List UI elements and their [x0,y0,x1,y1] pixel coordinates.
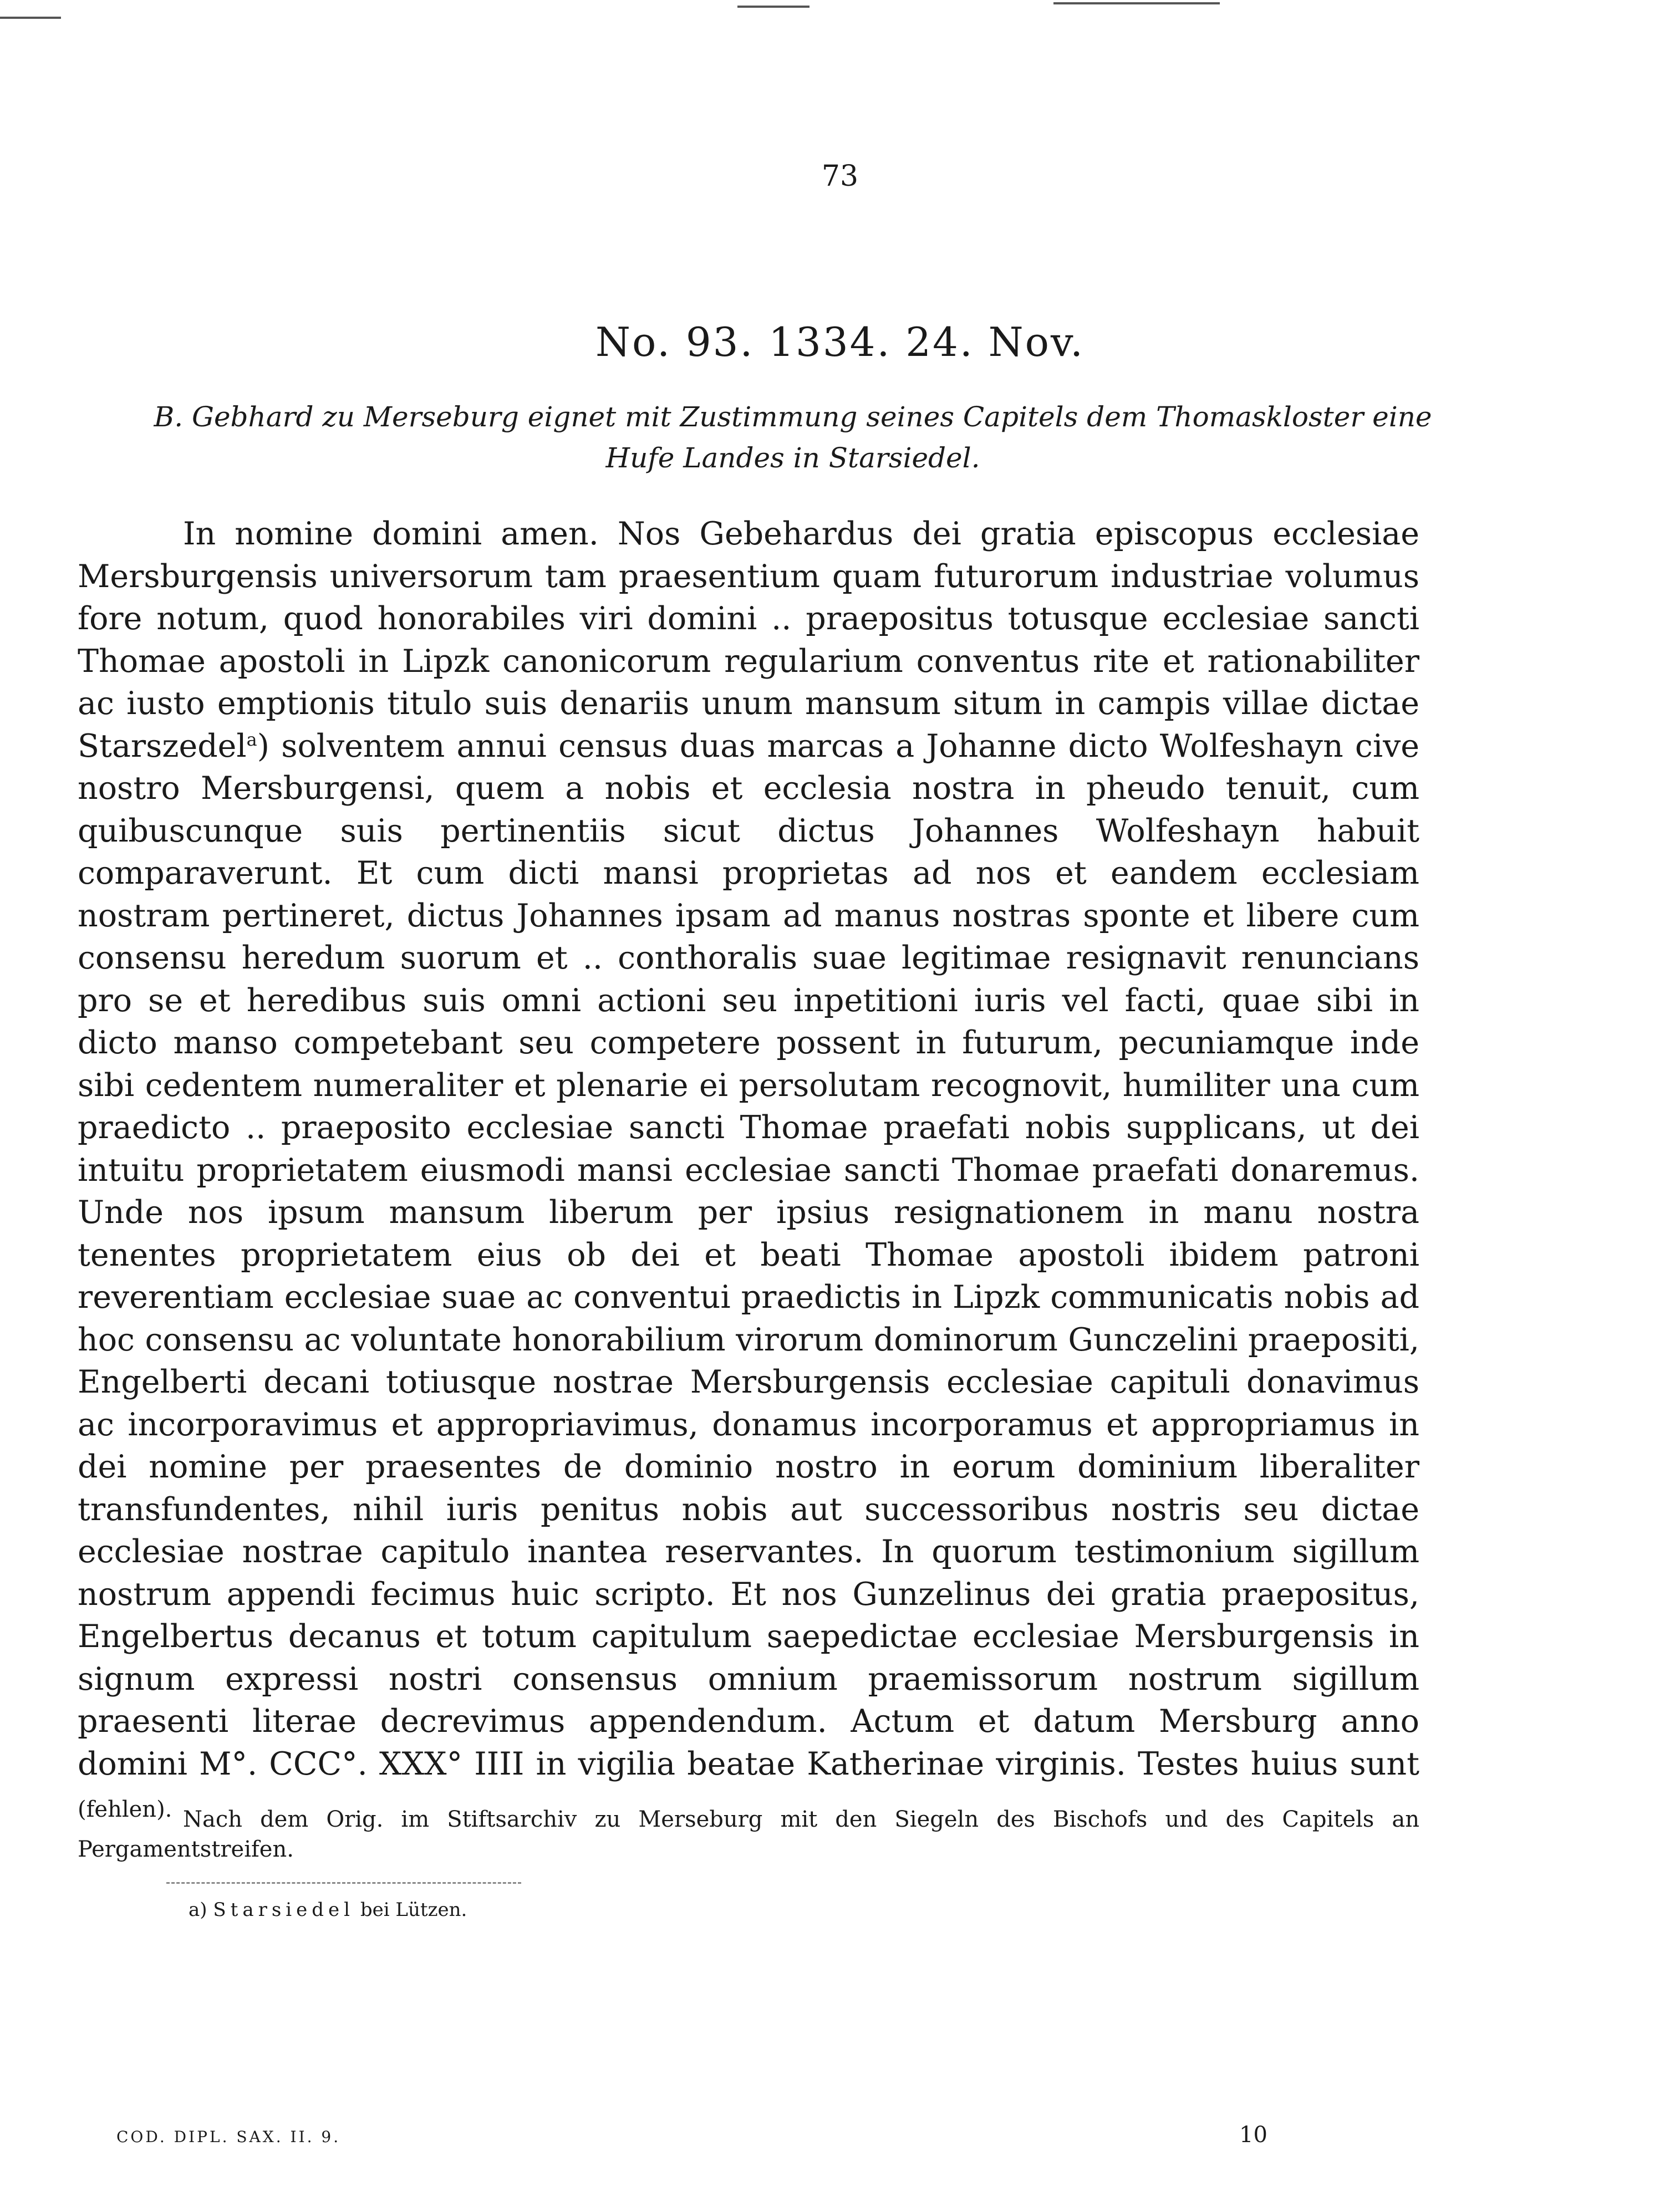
footnote-divider [166,1882,521,1884]
document-heading: No. 93. 1334. 24. Nov. [595,319,1085,365]
footnote-reference: a [246,728,257,750]
missing-witnesses-note: (fehlen). [78,1797,172,1822]
scan-edge-mark-left [0,17,61,19]
sheet-number: 10 [1239,2122,1267,2148]
charter-text [78,513,1419,1831]
footnote-marker: a) [189,1899,207,1921]
printer-signature: COD. DIPL. SAX. II. 9. [116,2128,341,2146]
scan-edge-mark-top-center [737,6,810,8]
source-note: Nach dem Orig. im Stiftsarchiv zu Merseburg mit den Siegeln des Bischofs und des Capitels an Pergamentstreifen. [78,1807,1419,1862]
page-number: 73 [821,160,859,193]
footnote-place: Starsiedel [213,1899,355,1921]
charter-text-part-2: ) solventem annui census duas marcas a Johanne dicto Wolfeshayn cive nostro Mersburgensi, quem a nobis et ecclesia nostra in pheudo tenuit, cum quibuscunque suis pertinentiis sicut dictus Johannes Wolfeshayn habuit comparaverunt. Et cum dicti mansi proprietas ad nos et eandem ecclesiam nostram pertineret, dictus Johannes ipsam ad manus nostras sponte et libere cum consensu heredum suorum et .. conthoralis suae legitimae resignavit renuncians pro se et heredibus suis omni actioni seu inpetitioni iuris vel facti, quae sibi in dicto manso competebant seu competere possent in futurum, pecuniamque inde sibi cedentem numeraliter et plenarie ei persolutam recognovit, humiliter una cum praedicto .. praeposito ecclesiae sancti Thomae praefati nobis supplicans, ut dei intuitu proprietatem eiusmodi mansi ecclesiae sancti Thomae praefati donaremus. Unde nos ipsum mansum liberum per ipsius resignationem in manu nostra tenentes proprietatem eius ob dei et beati Thomae apostoli ibidem patroni reverentiam ecclesiae suae ac conventui praedictis in Lipzk communicatis nobis ad hoc consensu ac voluntate honorabilium virorum dominorum Gunczelini praepositi, Engelberti decani totiusque nostrae Mersburgensis ecclesiae capituli donavimus ac incorporavimus et appropriavimus, donamus incorporamus et appropriamus in dei nomine per praesentes de dominio nostro in eorum dominium liberaliter transfundentes, nihil iuris penitus nobis aut successoribus nostris seu dictae ecclesiae nostrae capitulo inantea reservantes. In quorum testimonium sigillum nostrum appendi fecimus huic scripto. Et nos Gunzelinus dei gratia praepositus, Engelbertus decanus et totum capitulum saepedictae ecclesiae Mersburgensis in signum expressi nostri consensus omnium praemissorum nostrum sigillum praesenti literae decrevimus appendendum. Actum et datum Mersburg anno domini M°. CCC°. XXX° IIII in vigilia beatae Katherinae virginis. Testes huius sunt [78,727,1419,1782]
scan-edge-mark-top-right [1053,2,1220,4]
charter-paragraph [78,513,1419,1831]
footnote-text: bei Lützen. [360,1899,467,1921]
document-summary: B. Gebhard zu Merseburg eignet mit Zustimmung seines Capitels dem Thomaskloster eine Hufe Landes in Starsiedel. [154,401,1432,474]
footnote [189,1899,467,1921]
charter-text-part-1: In nomine domini amen. Nos Gebehardus dei gratia episcopus ecclesiae Mersburgensis universorum tam praesentium quam futurorum industriae volumus fore notum, quod honorabiles viri domini .. praepositus totusque ecclesiae sancti Thomae apostoli in Lipzk canonicorum regularium conventus rite et rationabiliter ac iusto emptionis titulo suis denariis unum mansum situm in campis villae dictae Starszedel [78,516,1419,764]
